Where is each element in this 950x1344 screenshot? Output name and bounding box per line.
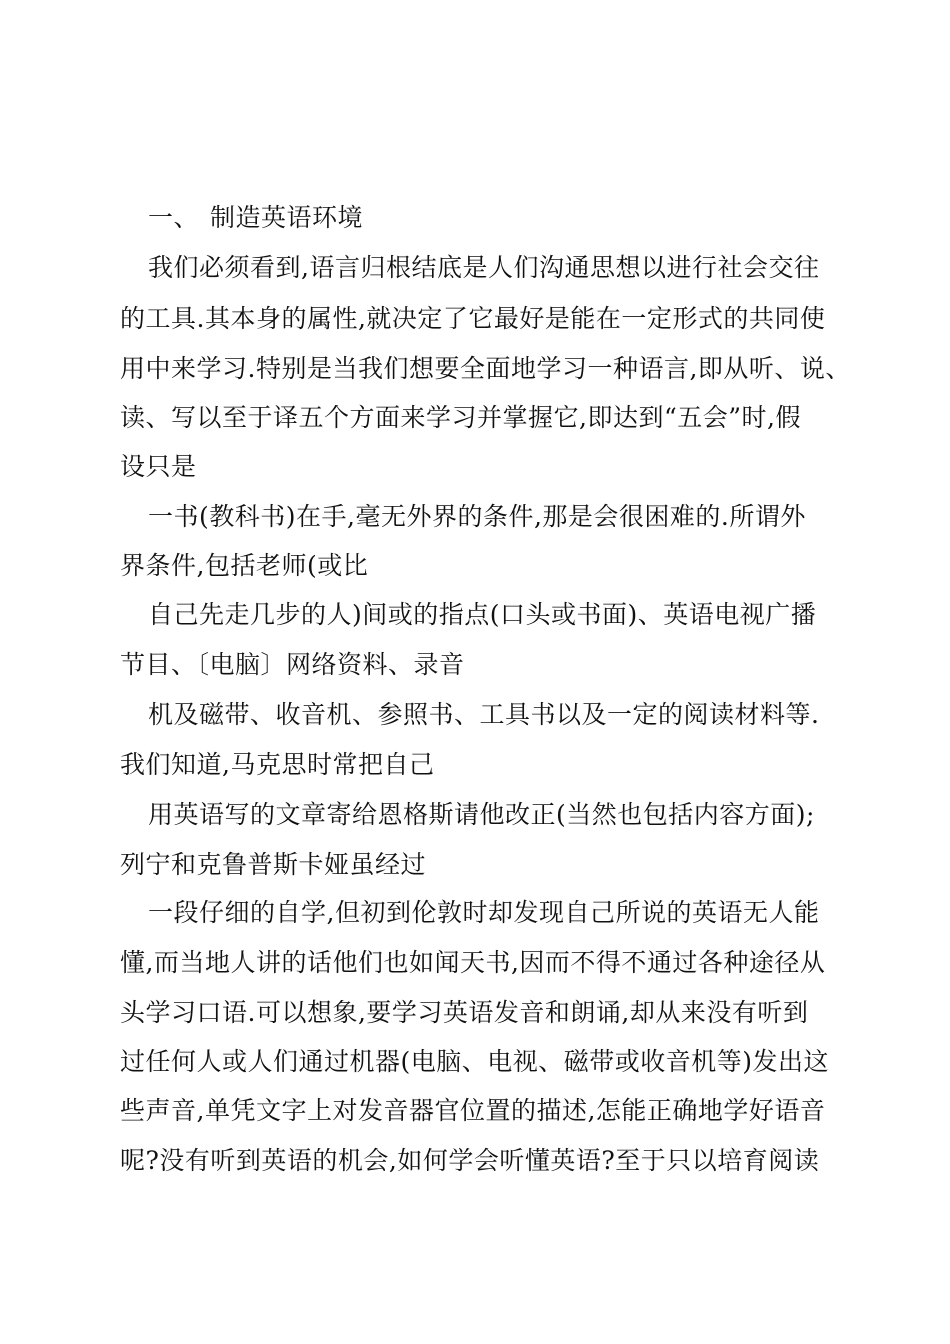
paragraph-line: 一书(教科书)在手,毫无外界的条件,那是会很困难的.所谓外: [148, 502, 806, 531]
paragraph-line: 用英语写的文章寄给恩格斯请他改正(当然也包括内容方面);: [148, 800, 815, 829]
paragraph-line: 懂,而当地人讲的话他们也如闻天书,因而不得不通过各种途径从: [120, 948, 826, 977]
paragraph-line: 过任何人或人们通过机器(电脑、电视、磁带或收音机等)发出这: [120, 1047, 830, 1076]
paragraph-line: 机及磁带、收音机、参照书、工具书以及一定的阅读材料等.: [148, 700, 820, 729]
paragraph-line: 节目、〔电脑〕网络资料、录音: [120, 650, 465, 679]
paragraph-line: 些声音,单凭文字上对发音器官位置的描述,怎能正确地学好语音: [120, 1096, 826, 1125]
paragraph-line: 我们必须看到,语言归根结底是人们沟通思想以进行社会交往: [148, 253, 820, 282]
paragraph-line: 列宁和克鲁普斯卡娅虽经过: [120, 850, 427, 879]
paragraph-line: 一段仔细的自学,但初到伦敦时却发现自己所说的英语无人能: [148, 898, 820, 927]
paragraph-line: 呢?没有听到英语的机会,如何学会听懂英语?至于只以培育阅读: [120, 1146, 820, 1175]
paragraph-line: 读、写以至于译五个方面来学习并掌握它,即达到“五会”时,假: [120, 403, 801, 432]
section-title: 制造英语环境: [210, 203, 364, 232]
section-heading: [148, 203, 363, 233]
paragraph-line: 我们知道,马克思时常把自己: [120, 750, 435, 779]
paragraph-line: 头学习口语.可以想象,要学习英语发音和朗诵,却从来没有听到: [120, 998, 809, 1027]
paragraph-line: 界条件,包括老师(或比: [120, 551, 369, 580]
section-number: 一、: [148, 203, 200, 232]
paragraph-line: 用中来学习.特别是当我们想要全面地学习一种语言,即从听、说、: [120, 354, 851, 383]
paragraph-line: 自己先走几步的人)间或的指点(口头或书面)、英语电视广播: [148, 600, 817, 629]
paragraph-line: 的工具.其本身的属性,就决定了它最好是能在一定形式的共同使: [120, 304, 826, 333]
paragraph-line: 设只是: [120, 452, 197, 481]
